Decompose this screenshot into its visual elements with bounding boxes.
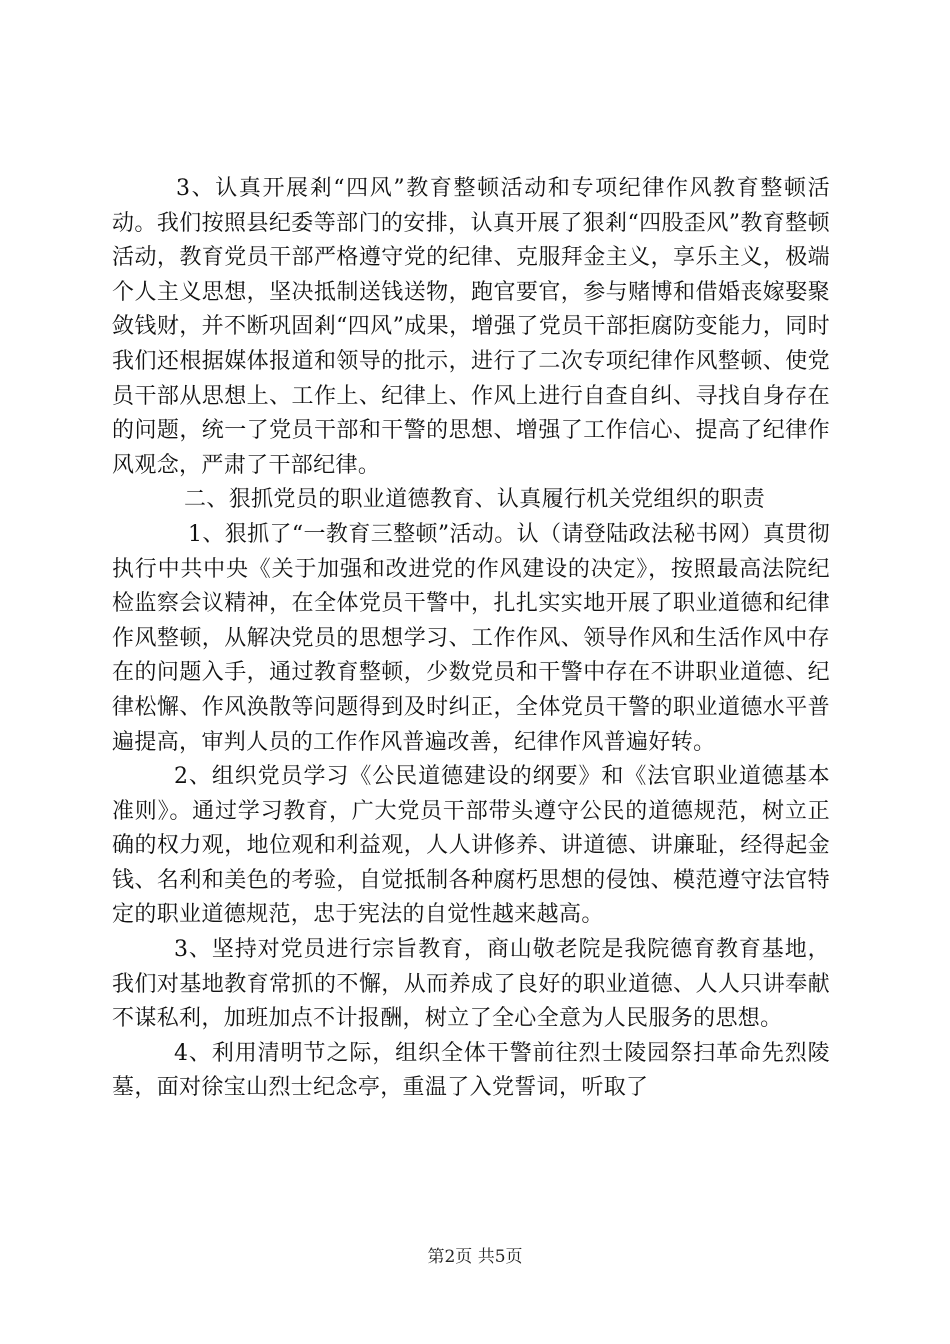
page-number-footer: 第2页 共5页 xyxy=(427,1247,523,1267)
paragraph-2-3: 3、坚持对党员进行宗旨教育，商山敬老院是我院德育教育基地，我们对基地教育常抓的不懈，从而养成了良好的职业道德、人人只讲奉献不谋私利，加班加点不计报酬，树立了全心全意为人民服务的思想。 xyxy=(112,937,830,1032)
paragraph-2-4: 4、利用清明节之际，组织全体干警前往烈士陵园祭扫革命先烈陵墓，面对徐宝山烈士纪念亭，重温了入党誓词，听取了 xyxy=(112,1040,830,1101)
paragraph-1: 3、认真开展剎“四风”教育整顿活动和专项纪律作风教育整顿活动。我们按照县纪委等部门的安排，认真开展了狠剎“四股歪风”教育整顿活动，教育党员干部严格遵守党的纪律、克服拜金主义，享乐主义，极端个人主义思想，坚决抵制送钱送物，跑官要官，参与赌博和借婚丧嫁娶聚敛钱财，并不断巩固剎“四风”成果，增强了党员干部拒腐防变能力，同时我们还根据媒体报道和领导的批示，进行了二次专项纪律作风整顿、使党员干部从思想上、工作上、纪律上、作风上进行自查自纠、寻找自身存在的问题，统一了党员干部和干警的思想、增强了工作信心、提高了纪律作风观念，严肃了干部纪律。 xyxy=(112,176,830,478)
section-heading-2: 二、狠抓党员的职业道德教育、认真履行机关党组织的职责 xyxy=(184,487,766,513)
document-body xyxy=(112,172,830,1106)
paragraph-2-2: 2、组织党员学习《公民道德建设的纲要》和《法官职业道德基本准则》。通过学习教育，广大党员干部带头遵守公民的道德规范，树立正确的权力观，地位观和利益观，人人讲修养、讲道德、讲廉耻，经得起金钱、名利和美色的考验，自觉抵制各种腐朽思想的侵蚀、模范遵守法官特定的职业道德规范，忠于宪法的自觉性越来越高。 xyxy=(112,764,830,928)
paragraph-2-1: 1、狠抓了“一教育三整顿”活动。认（请登陆政法秘书网）真贯彻执行中共中央《关于加强和改进党的作风建设的决定》，按照最高法院纪检监察会议精神，在全体党员干警中，扎扎实实地开展了职业道德和纪律作风整顿，从解决党员的思想学习、工作作风、领导作风和生活作风中存在的问题入手，通过教育整顿，少数党员和干警中存在不讲职业道德、纪律松懈、作风涣散等问题得到及时纠正，全体党员干警的职业道德水平普遍提高，审判人员的工作作风普遍改善，纪律作风普遍好转。 xyxy=(112,521,830,755)
